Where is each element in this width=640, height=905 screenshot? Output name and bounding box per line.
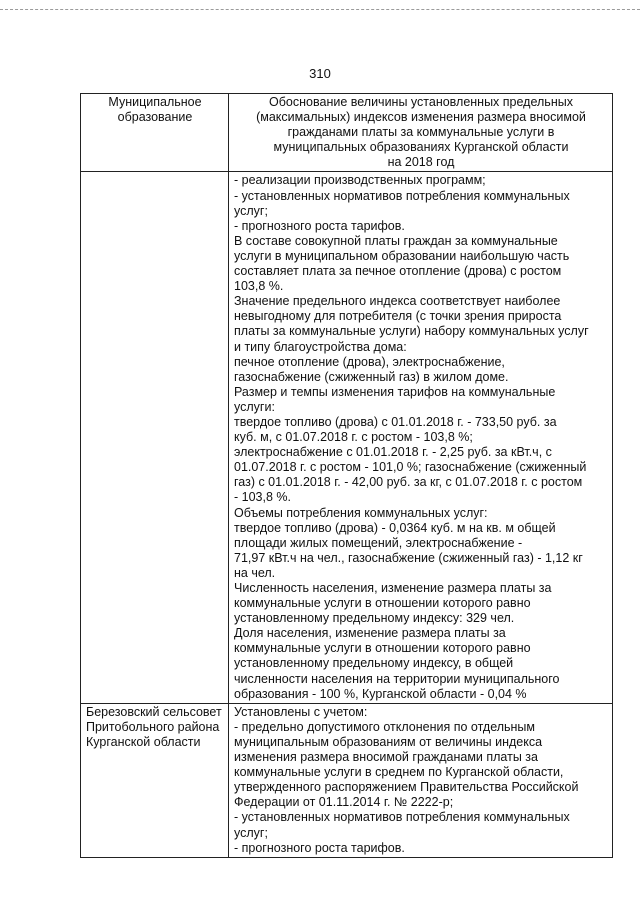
- text-line: составляет плата за печное отопление (дрова) с ростом: [234, 264, 562, 279]
- text-line: утвержденного распоряжением Правительства Российской: [234, 780, 579, 795]
- text-line: Доля населения, изменение размера платы за: [234, 626, 506, 641]
- text-line: Размер и темпы изменения тарифов на коммунальные: [234, 384, 556, 399]
- page-number: 310: [309, 66, 331, 81]
- text-line: изменения размера вносимой гражданами платы за: [234, 750, 538, 765]
- text-line: - прогнозного роста тарифов.: [234, 840, 405, 855]
- text-line: услуг;: [234, 203, 268, 218]
- table-row: [81, 703, 613, 857]
- text-line: Притобольного района: [86, 719, 220, 734]
- text-line: коммунальные услуги в отношении которого равно: [234, 641, 531, 656]
- text-line: электроснабжение с 01.01.2018 г. - 2,25 руб. за кВт.ч, с: [234, 445, 552, 460]
- text-line: твердое топливо (дрова) - 0,0364 куб. м на кв. м общей: [234, 520, 556, 535]
- text-line: Березовский сельсовет: [86, 704, 222, 719]
- justification-table: [80, 93, 613, 858]
- text-line: 01.07.2018 г. с ростом - 101,0 %; газоснабжение (сжиженный: [234, 460, 587, 475]
- text-line: Численность населения, изменение размера платы за: [234, 581, 552, 595]
- text-line: Установлены с учетом:: [234, 704, 368, 719]
- text-line: гражданами платы за коммунальные услуги в: [287, 125, 555, 140]
- text-line: твердое топливо (дрова) с 01.01.2018 г. - 733,50 руб. за: [234, 414, 557, 429]
- text-line: Курганской области: [86, 734, 201, 749]
- cell-justification: [229, 172, 613, 703]
- text-line: - установленных нормативов потребления коммунальных: [234, 810, 570, 825]
- cell-municipality: [81, 703, 229, 857]
- text-line: (максимальных) индексов изменения размера вносимой: [256, 110, 586, 125]
- text-line: муниципальным образованиям от величины индекса: [234, 734, 543, 749]
- cell-municipality: [81, 172, 229, 703]
- text-line: муниципальных образованиях Курганской области: [273, 140, 569, 155]
- text-line: и типу благоустройства дома:: [234, 339, 407, 354]
- text-line: газ) с 01.01.2018 г. - 42,00 руб. за кг, с 01.07.2018 г. с ростом: [234, 475, 583, 490]
- text-line: куб. м, с 01.07.2018 г. с ростом - 103,8 %;: [234, 430, 473, 445]
- header-justification: [229, 94, 613, 172]
- text-line: площади жилых помещений, электроснабжение -: [234, 535, 523, 550]
- text-line: услуги:: [234, 399, 275, 414]
- text-line: численности населения на территории муниципального: [234, 671, 560, 686]
- text-line: услуг;: [234, 825, 268, 840]
- text-line: Объемы потребления коммунальных услуг:: [234, 505, 488, 520]
- cell-justification: [229, 703, 613, 857]
- text-line: Федерации от 01.11.2014 г. № 2222-р;: [234, 795, 454, 810]
- table-row: [81, 172, 613, 703]
- text-line: образования - 100 %, Курганской области - 0,04 %: [234, 686, 527, 701]
- text-line: газоснабжение (сжиженный газ) в жилом доме.: [234, 369, 509, 384]
- text-line: Обоснование величины установленных предельных: [269, 95, 573, 109]
- text-line: - установленных нормативов потребления коммунальных: [234, 188, 570, 203]
- text-line: Значение предельного индекса соответствует наиболее: [234, 294, 561, 309]
- text-line: печное отопление (дрова), электроснабжение,: [234, 354, 505, 369]
- text-line: коммунальные услуги в среднем по Курганской области,: [234, 765, 564, 780]
- header-municipality: [81, 94, 229, 172]
- text-line: В составе совокупной платы граждан за коммунальные: [234, 233, 558, 248]
- text-line: Муниципальное: [108, 95, 202, 109]
- text-line: установленному предельному индексу: 329 чел.: [234, 611, 515, 626]
- table-header-row: [81, 94, 613, 172]
- scan-edge-line: [0, 9, 640, 10]
- text-line: установленному предельному индексу, в общей: [234, 656, 514, 671]
- text-line: образование: [117, 110, 193, 125]
- text-line: на 2018 год: [387, 155, 455, 170]
- text-line: на чел.: [234, 565, 276, 580]
- text-line: 71,97 кВт.ч на чел., газоснабжение (сжиженный газ) - 1,12 кг: [234, 550, 583, 565]
- text-line: - прогнозного роста тарифов.: [234, 218, 405, 233]
- text-line: услуги в муниципальном образовании наибольшую часть: [234, 248, 570, 263]
- text-line: 103,8 %.: [234, 279, 284, 294]
- text-line: платы за коммунальные услуги) набору коммунальных услуг: [234, 324, 589, 339]
- text-line: - реализации производственных программ;: [234, 173, 486, 188]
- text-line: коммунальные услуги в отношении которого равно: [234, 596, 531, 611]
- text-line: - предельно допустимого отклонения по отдельным: [234, 719, 536, 734]
- text-line: невыгодному для потребителя (с точки зрения прироста: [234, 309, 562, 324]
- text-line: - 103,8 %.: [234, 490, 291, 505]
